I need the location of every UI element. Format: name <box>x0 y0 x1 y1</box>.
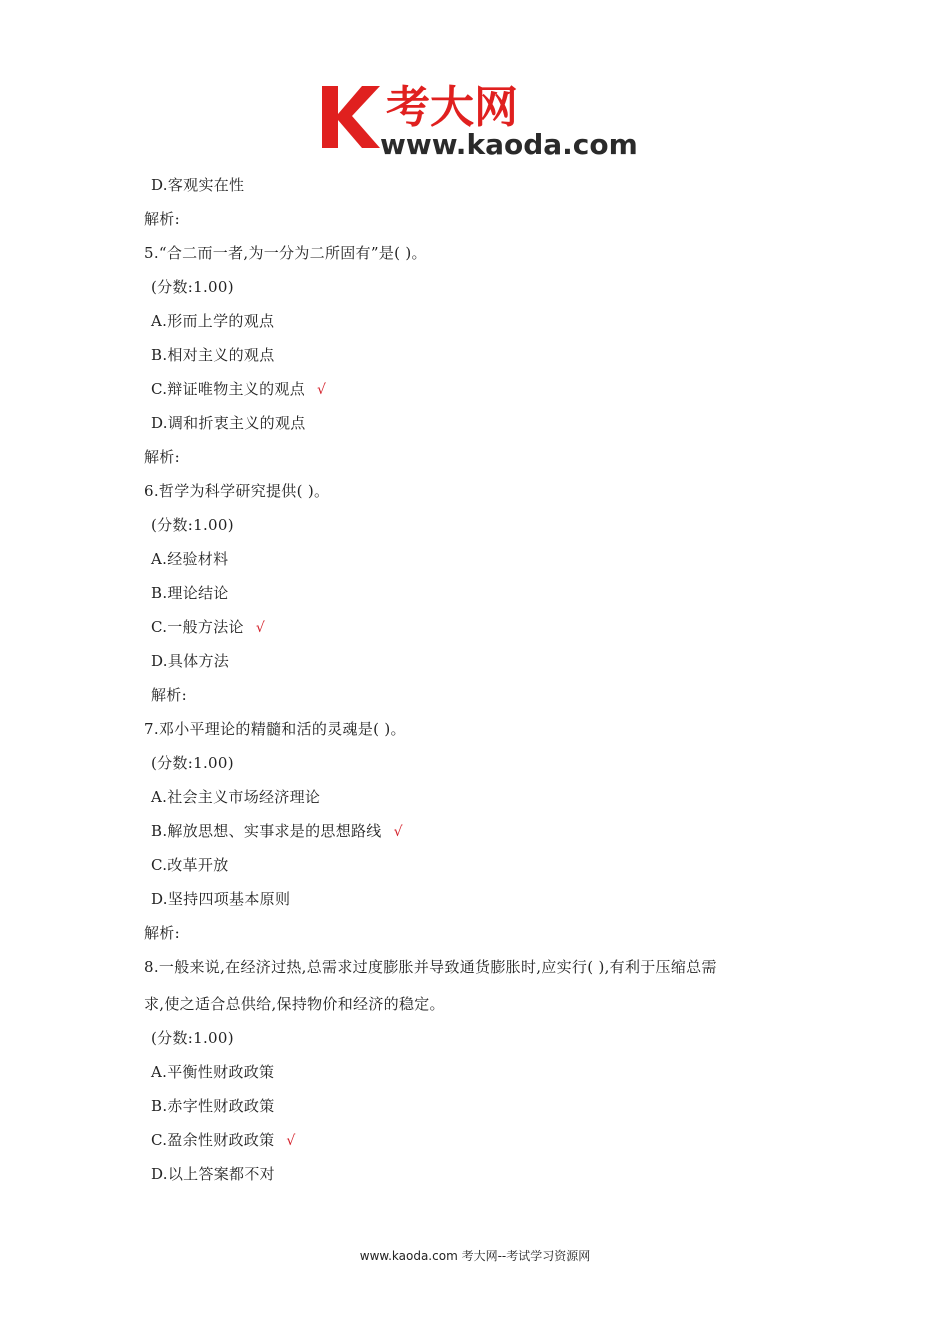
option-correct <box>151 380 326 399</box>
option-text: A.社会主义市场经济理论 <box>151 788 321 806</box>
kaoda-logo-graphic <box>318 74 638 160</box>
option-text: C.盈余性财政政策 <box>151 1131 275 1149</box>
question-6-text: 6.哲学为科学研究提供( )。 <box>144 482 330 500</box>
analysis-label: 解析: <box>151 686 187 704</box>
option-text: A.经验材料 <box>151 550 229 568</box>
score-text: (分数:1.00) <box>151 1029 234 1047</box>
check-mark-icon: √ <box>255 620 266 636</box>
option-text: D.调和折衷主义的观点 <box>151 414 306 432</box>
option-text: D.客观实在性 <box>151 176 245 194</box>
option-text: B.赤字性财政政策 <box>151 1097 275 1115</box>
option-correct <box>151 1131 296 1150</box>
question-8-text-cont: 求,使之适合总供给,保持物价和经济的稳定。 <box>144 995 445 1013</box>
option-text: B.相对主义的观点 <box>151 346 275 364</box>
kaoda-logo <box>318 74 638 160</box>
analysis-label: 解析: <box>144 448 180 466</box>
score-text: (分数:1.00) <box>151 278 234 296</box>
question-5-text: 5.“合二而一者,为一分为二所固有”是( )。 <box>144 244 427 262</box>
option-text: D.具体方法 <box>151 652 230 670</box>
option-correct <box>151 822 403 841</box>
option-text: C.辩证唯物主义的观点 <box>151 380 306 398</box>
option-text: B.理论结论 <box>151 584 229 602</box>
option-text: C.改革开放 <box>151 856 229 874</box>
logo-url-text: www.kaoda.com <box>380 128 638 160</box>
question-8-text: 8.一般来说,在经济过热,总需求过度膨胀并导致通货膨胀时,应实行( ),有利于压缩总需 <box>144 958 717 976</box>
option-text: A.平衡性财政政策 <box>151 1063 275 1081</box>
score-text: (分数:1.00) <box>151 516 234 534</box>
option-text: D.坚持四项基本原则 <box>151 890 291 908</box>
option-text: B.解放思想、实事求是的思想路线 <box>151 822 382 840</box>
option-text: C.一般方法论 <box>151 618 244 636</box>
check-mark-icon: √ <box>393 824 403 840</box>
analysis-label: 解析: <box>144 210 180 228</box>
analysis-label: 解析: <box>144 924 180 942</box>
page-footer: www.kaoda.com 考大网--考试学习资源网 <box>359 1249 591 1263</box>
check-mark-icon: √ <box>286 1133 296 1149</box>
logo-brand-text: 考大网 <box>386 82 518 133</box>
check-mark-icon: √ <box>317 382 327 398</box>
question-7-text: 7.邓小平理论的精髓和活的灵魂是( )。 <box>144 720 406 738</box>
option-text: A.形而上学的观点 <box>151 312 275 330</box>
score-text: (分数:1.00) <box>151 754 234 772</box>
option-text: D.以上答案都不对 <box>151 1165 275 1183</box>
option-correct <box>151 618 265 637</box>
